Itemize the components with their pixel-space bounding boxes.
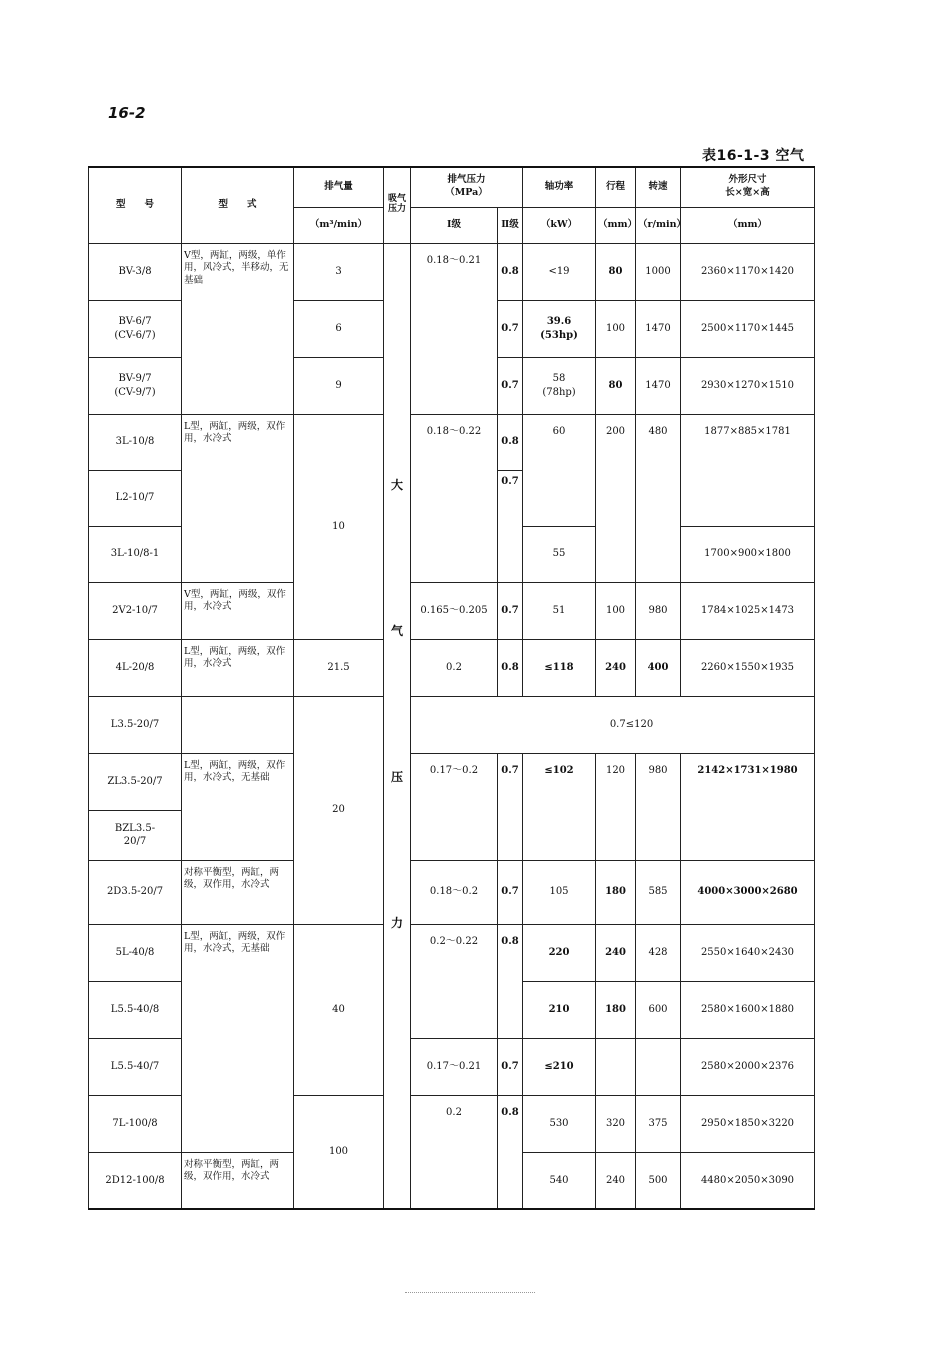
suction-char-3: 压 (390, 769, 403, 784)
cell-pressure-stage1: 0.18～0.22 (411, 414, 498, 582)
cell-shaft-power: ≤210 (523, 1038, 596, 1095)
cell-pressure-stage2: 0.7 (498, 470, 523, 582)
header-discharge-pressure-label: 排气压力 (447, 174, 486, 186)
header-type: 型 式 (182, 167, 294, 243)
cell-shaft-power: 60 (523, 414, 596, 526)
cell-shaft-power: 530 (523, 1095, 596, 1152)
header-shaft-power-unit: （kW） (523, 207, 596, 243)
compressor-spec-table (88, 166, 815, 1210)
cell-speed: 600 (636, 981, 681, 1038)
cell-shaft-power: 105 (523, 860, 596, 924)
cell-dimensions: 2550×1640×2430 (681, 924, 815, 981)
cell-dimensions: 2580×1600×1880 (681, 981, 815, 1038)
header-speed-unit: （r/min） (636, 207, 681, 243)
cell-pressure-stage2: 0.7 (498, 357, 523, 414)
cell-type: 对称平衡型，两缸，两级，双作用，水冷式 (182, 860, 294, 924)
cell-pressure-stage2: 0.8 (498, 924, 523, 1038)
cell-type: 对称平衡型，两缸，两级，双作用，水冷式 (182, 1152, 294, 1209)
cell-stroke: 180 (596, 981, 636, 1038)
cell-shaft-power: 220 (523, 924, 596, 981)
cell-dimensions: 1877×885×1781 (681, 414, 815, 526)
cell-stroke: 240 (596, 639, 636, 696)
cell-dimensions: 4480×2050×3090 (681, 1152, 815, 1209)
cell-displacement: 3 (294, 243, 384, 300)
cell-stroke: 240 (596, 924, 636, 981)
cell-speed: 480 (636, 414, 681, 582)
cell-speed: 980 (636, 582, 681, 639)
cell-stroke: 120 (596, 753, 636, 860)
cell-speed: 1470 (636, 300, 681, 357)
cell-shaft-power: 51 (523, 582, 596, 639)
table-title: 表16-1-3 空气 (702, 148, 805, 164)
cell-dimensions: 2580×2000×2376 (681, 1038, 815, 1095)
header-dimensions-label: 外形尺寸 (728, 174, 767, 186)
cell-pressure-stage2: 0.7 (498, 1038, 523, 1095)
cell-stroke: 80 (596, 243, 636, 300)
cell-pressure-stage1: 0.2 (411, 639, 498, 696)
cell-speed: 428 (636, 924, 681, 981)
cell-model: 2D3.5-20/7 (89, 860, 182, 924)
cell-model: 4L-20/8 (89, 639, 182, 696)
header-displacement-unit: （m³/min） (294, 207, 384, 243)
cell-merged-values: 0.7≤120 (411, 696, 815, 753)
cell-speed: 375 (636, 1095, 681, 1152)
cell-model: BV-6/7 (CV-6/7) (89, 300, 182, 357)
cell-model: BV-3/8 (89, 243, 182, 300)
cell-shaft-power: ≤102 (523, 753, 596, 860)
header-stroke: 行程 (596, 167, 636, 207)
cell-model: 3L-10/8 (89, 414, 182, 470)
header-model: 型 号 (89, 167, 182, 243)
cell-speed-empty (636, 1038, 681, 1095)
footer-dotted-mark (405, 1292, 535, 1295)
cell-pressure-stage2: 0.7 (498, 582, 523, 639)
header-stage1: Ⅰ级 (411, 207, 498, 243)
cell-model: BZL3.5- 20/7 (89, 810, 182, 860)
cell-pressure-stage1: 0.17～0.2 (411, 753, 498, 860)
cell-type-empty (182, 696, 294, 753)
cell-shaft-power: 58 (78hp) (523, 357, 596, 414)
cell-stroke: 320 (596, 1095, 636, 1152)
cell-suction-pressure (384, 243, 411, 1209)
cell-dimensions: 2930×1270×1510 (681, 357, 815, 414)
cell-type: V型，两缸，两级，单作用，风冷式，半移动，无基础 (182, 243, 294, 414)
page-number: 16-2 (108, 104, 146, 122)
cell-stroke: 180 (596, 860, 636, 924)
cell-shaft-power: ≤118 (523, 639, 596, 696)
cell-shaft-power: 55 (523, 526, 596, 582)
cell-stroke-empty (596, 1038, 636, 1095)
cell-model: 7L-100/8 (89, 1095, 182, 1152)
cell-pressure-stage2: 0.7 (498, 300, 523, 357)
cell-shaft-power: <19 (523, 243, 596, 300)
cell-model: ZL3.5-20/7 (89, 753, 182, 810)
cell-model: L3.5-20/7 (89, 696, 182, 753)
cell-type: L型，两缸，两级，双作用，水冷式 (182, 414, 294, 582)
cell-type: L型，两缸，两级，双作用，水冷式 (182, 639, 294, 696)
cell-dimensions: 2142×1731×1980 (681, 753, 815, 860)
cell-pressure-stage1: 0.17～0.21 (411, 1038, 498, 1095)
header-discharge-pressure (411, 167, 523, 207)
cell-displacement: 21.5 (294, 639, 384, 696)
cell-shaft-power: 210 (523, 981, 596, 1038)
header-shaft-power: 轴功率 (523, 167, 596, 207)
cell-type: L型，两缸，两级，双作用，水冷式，无基础 (182, 753, 294, 860)
cell-displacement-group: 40 (294, 924, 384, 1095)
cell-model: 2D12-100/8 (89, 1152, 182, 1209)
cell-dimensions: 4000×3000×2680 (681, 860, 815, 924)
cell-dimensions: 1784×1025×1473 (681, 582, 815, 639)
cell-pressure-stage2: 0.8 (498, 243, 523, 300)
cell-speed: 980 (636, 753, 681, 860)
cell-dimensions: 2950×1850×3220 (681, 1095, 815, 1152)
suction-char-4: 力 (390, 916, 403, 931)
cell-pressure-stage1: 0.18～0.2 (411, 860, 498, 924)
cell-pressure-stage1: 0.2～0.22 (411, 924, 498, 1038)
cell-speed: 1470 (636, 357, 681, 414)
suction-char-1: 大 (390, 477, 403, 492)
header-dimensions-unit: （mm） (681, 207, 815, 243)
cell-shaft-power: 39.6 (53hp) (523, 300, 596, 357)
cell-stroke: 200 (596, 414, 636, 582)
header-speed: 转速 (636, 167, 681, 207)
cell-dimensions: 2360×1170×1420 (681, 243, 815, 300)
cell-displacement-group: 10 (294, 414, 384, 639)
cell-displacement-group: 20 (294, 696, 384, 924)
cell-model: L5.5-40/8 (89, 981, 182, 1038)
cell-model: L2-10/7 (89, 470, 182, 526)
header-discharge-pressure-unit: （MPa） (445, 187, 488, 199)
cell-speed: 585 (636, 860, 681, 924)
cell-model: 2V2-10/7 (89, 582, 182, 639)
cell-model: 3L-10/8-1 (89, 526, 182, 582)
cell-model: 5L-40/8 (89, 924, 182, 981)
cell-speed: 400 (636, 639, 681, 696)
cell-type: V型，两缸，两级，双作用，水冷式 (182, 582, 294, 639)
cell-pressure-stage2: 0.7 (498, 860, 523, 924)
cell-model: BV-9/7 (CV-9/7) (89, 357, 182, 414)
cell-displacement: 6 (294, 300, 384, 357)
header-dimensions (681, 167, 815, 207)
cell-pressure-stage1: 0.18～0.21 (411, 243, 498, 414)
cell-displacement-group: 100 (294, 1095, 384, 1209)
cell-dimensions: 2500×1170×1445 (681, 300, 815, 357)
suction-char-2: 气 (390, 623, 403, 638)
cell-pressure-stage2: 0.8 (498, 1095, 523, 1209)
cell-pressure-stage2: 0.8 (498, 639, 523, 696)
cell-speed: 500 (636, 1152, 681, 1209)
cell-shaft-power: 540 (523, 1152, 596, 1209)
header-suction-pressure: 吸气压力 (384, 167, 411, 243)
cell-stroke: 100 (596, 582, 636, 639)
cell-pressure-stage2: 0.7 (498, 753, 523, 860)
cell-stroke: 240 (596, 1152, 636, 1209)
cell-dimensions: 1700×900×1800 (681, 526, 815, 582)
header-stage2: Ⅱ级 (498, 207, 523, 243)
cell-pressure-stage2: 0.8 (498, 414, 523, 470)
cell-stroke: 80 (596, 357, 636, 414)
cell-stroke: 100 (596, 300, 636, 357)
cell-pressure-stage1: 0.2 (411, 1095, 498, 1209)
header-displacement: 排气量 (294, 167, 384, 207)
cell-model: L5.5-40/7 (89, 1038, 182, 1095)
cell-pressure-stage1: 0.165～0.205 (411, 582, 498, 639)
header-dimensions-sub: 长×宽×高 (725, 187, 770, 199)
cell-dimensions: 2260×1550×1935 (681, 639, 815, 696)
cell-displacement: 9 (294, 357, 384, 414)
cell-type: L型，两缸，两级，双作用，水冷式，无基础 (182, 924, 294, 1152)
cell-speed: 1000 (636, 243, 681, 300)
header-stroke-unit: （mm） (596, 207, 636, 243)
